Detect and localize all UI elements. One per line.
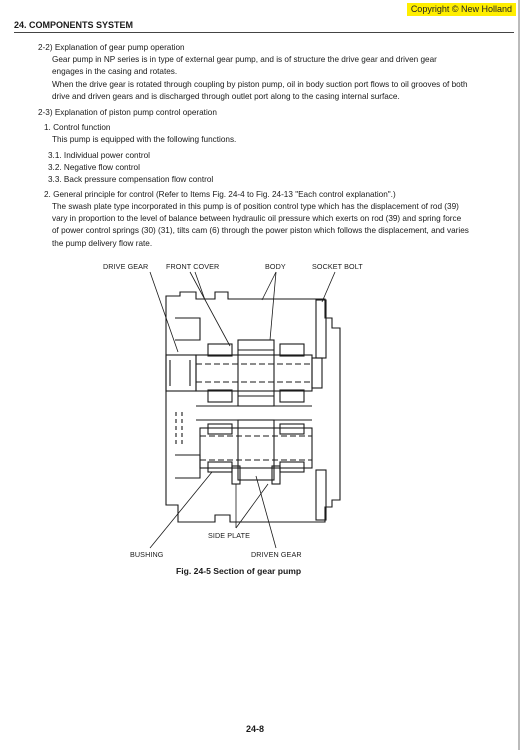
control-principle-item: 2. General principle for control (Refer to Items Fig. 24-4 to Fig. 24-13 "Each control explanation".) (44, 190, 396, 199)
function-list-item: 3.1. Individual power control (48, 151, 150, 160)
function-list-item: 3.3. Back pressure compensation flow control (48, 175, 214, 184)
leader-drive-gear (150, 272, 178, 352)
bushing-upper-left (208, 344, 232, 356)
pump-body-outline (166, 292, 340, 522)
figure-caption: Fig. 24-5 Section of gear pump (176, 566, 302, 576)
label-driven-gear: DRIVEN GEAR (251, 550, 302, 559)
gear-pump-heading: 2-2) Explanation of gear pump operation (38, 43, 185, 52)
leader-socket-bolt (322, 272, 335, 302)
front-cover-wall (175, 318, 200, 340)
control-function-text: This pump is equipped with the following functions. (52, 135, 237, 144)
driven-gear-teeth (238, 420, 274, 480)
label-socket-bolt: SOCKET BOLT (312, 262, 363, 271)
gear-pump-paragraph-1: Gear pump in NP series is in type of external gear pump, and is of structure the drive gear and driven gear engages in the casing and rotates. (52, 55, 437, 77)
piston-pump-heading: 2-3) Explanation of piston pump control operation (38, 108, 217, 117)
control-principle-text: The swash plate type incorporated in this pump is of position control type which has the displacement of rod (39) vary in proportion to the level of balance between hydraulic oil pressure which exerts on rod (39) and spring force of power control springs (30) (31), tilts cam (6) through the power piston which follows the displacement, and varies the pump delivery flow rate. (52, 202, 469, 248)
drive-gear-shaft (196, 355, 312, 391)
section-title: 24. COMPONENTS SYSTEM (14, 20, 134, 30)
copyright-badge: Copyright © New Holland (407, 3, 516, 16)
label-front-cover: FRONT COVER (166, 262, 220, 271)
function-list-item: 3.2. Negative flow control (48, 163, 140, 172)
side-plate (232, 466, 240, 484)
leader-bushing (150, 472, 212, 548)
label-drive-gear: DRIVE GEAR (103, 262, 149, 271)
label-side-plate: SIDE PLATE (208, 531, 251, 540)
page-number: 24-8 (246, 724, 265, 734)
label-body: BODY (265, 262, 286, 271)
gear-pump-paragraph-2: When the drive gear is rotated through coupling by piston pump, oil in body suction port flows to oil grooves of both drive and driven gears and is discharged through outlet port along to the casing internal surface. (52, 80, 468, 102)
label-bushing: BUSHING (130, 550, 164, 559)
control-function-item: 1. Control function (44, 123, 111, 132)
